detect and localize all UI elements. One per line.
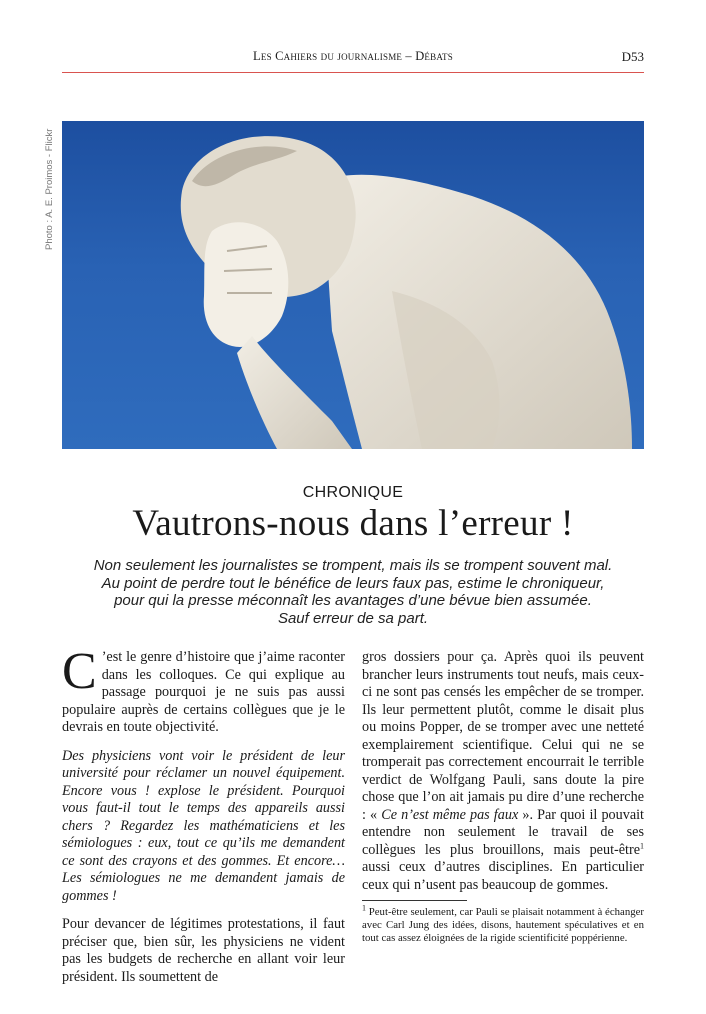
lede-line: Sauf erreur de sa part. [277,609,429,627]
opening-text: ’est le genre d’histoire que j’aime raconter dans les colloques. Ce qui explique au passage pourquoi je ne suis pas aussi populaire auprès de certains collègues que je le devrais en toute objectivité. [62,649,345,735]
body-text: aussi ceux d’autres disciplines. En particulier ceux qui n’usent pas beaucoup de gommes. [362,859,644,893]
footnote-number: 1 [362,903,366,913]
right-column [362,649,644,894]
page-number: D53 [621,49,644,64]
lede-line: pour qui la presse méconnaît les avantages d’une bévue bien assumée. [114,592,592,609]
body-paragraph: Pour devancer de légitimes protestations, il faut préciser que, bien sûr, les physiciens ne vident pas les budgets de recherche en allant voir leur président. Ils soumettent de [62,916,345,985]
lede-line: Non seulement les journalistes se trompent, mais ils se trompent souvent mal. [93,557,613,574]
journal-title: Les Cahiers du journalisme – Débats [253,49,453,63]
drop-cap: C [62,643,97,700]
left-column [62,643,345,986]
lede-line: Au point de perdre tout le bénéfice de leurs faux pas, estime le chroniqueur, [101,574,605,592]
body-text: ». Par quoi il pouvait entendre non seulement le travail de ses collègues les plus brouillons, mais peut-être [362,806,644,858]
statue-photo [62,121,644,449]
running-header [62,49,644,69]
opening-paragraph [62,643,345,737]
footnote-rule [362,900,467,901]
footnote [362,903,644,945]
header-rule [62,72,644,73]
footnote-ref: 1 [640,840,644,850]
footnote-text: Peut-être seulement, car Pauli se plaisait notamment à échanger avec Carl Jung des idées, disons, hautement spéculatives et en tout cas assez éloignées de la rigide scientificité poppérienne. [362,906,644,944]
anecdote-quote: Des physiciens vont voir le président de leur université pour réclamer un nouvel équipement. Encore vous ! explose le président. Pourquoi vous faut-il tout le temps des appareils aussi chers ? Regardez les mathématiciens et les sémiologues : eux, tout ce qu’ils me demandent ce sont des crayons et des gommes. Et encore… Les sémiologues ne me demandent jamais de gommes ! [62,747,345,904]
article-lede [62,557,644,627]
body-paragraph [362,649,644,894]
statue-illustration [62,121,644,449]
pauli-quote: Ce n’est même pas faux [381,806,519,823]
body-text: gros dossiers pour ça. Après quoi ils peuvent brancher leurs instruments tout neufs, mais ceux-ci ne sont pas censés les empêcher de se tromper. Ils leur permettent plutôt, comme le disait plus ou moins Popper, de se tromper avec une netteté exemplairement scientifique. Celui qui ne se tromperait pas correctement encourrait le terrible verdict de Wolfgang Pauli, sans doute la pire chose que l’on ait jamais pu dire d’une recherche : « [362,649,644,823]
photo-credit: Photo : A. E. Proimos - Flickr [44,128,55,250]
article-headline: Vautrons-nous dans l’erreur ! [132,503,574,544]
section-kicker: CHRONIQUE [302,484,404,501]
